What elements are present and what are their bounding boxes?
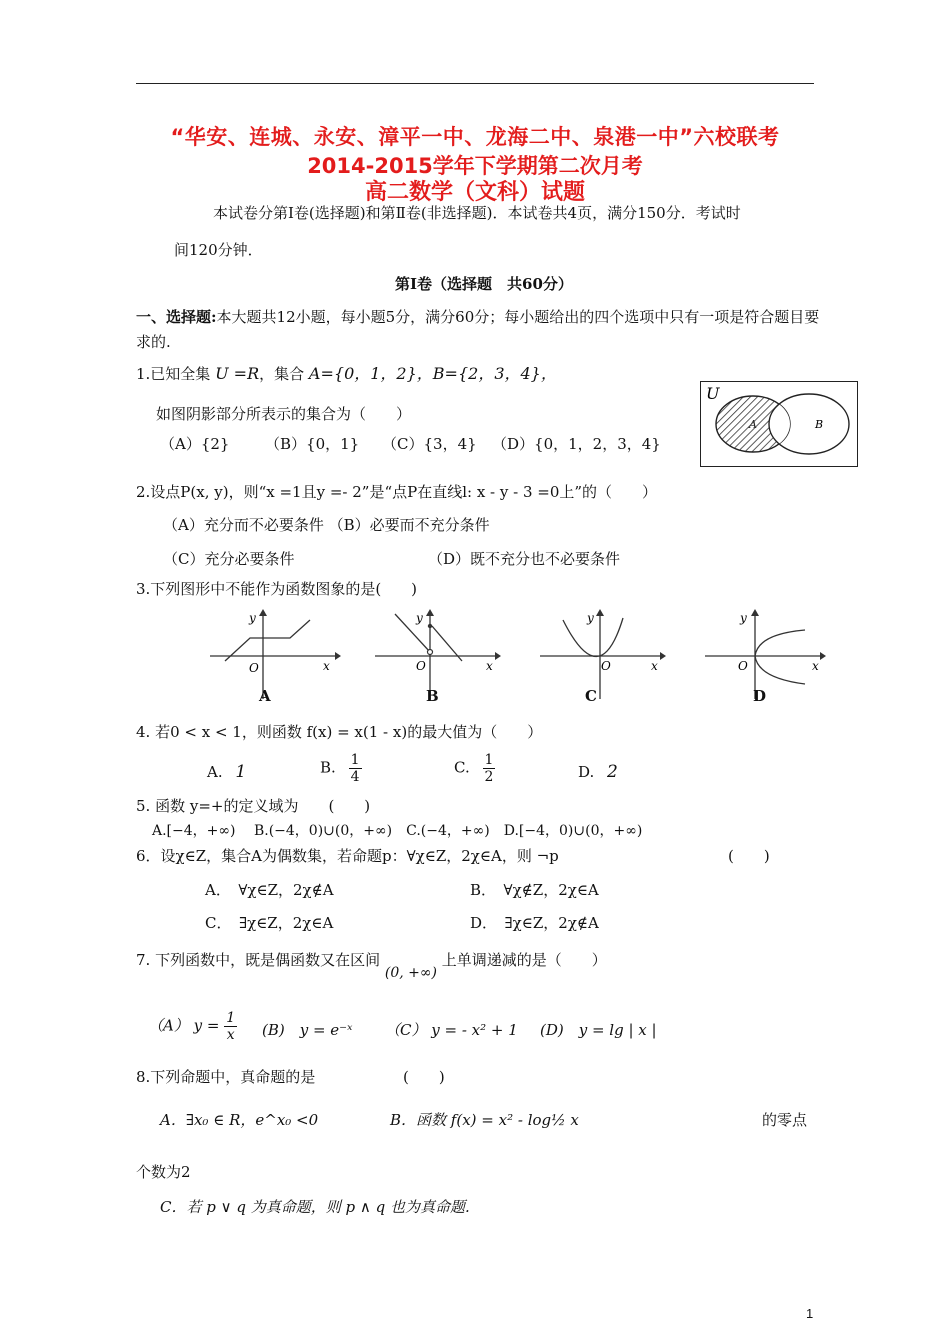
q1-opt-d: （D）{0，1，2，3，4} bbox=[492, 435, 661, 453]
q5-options: A.[−4，+∞) B.(−4，0)∪(0，+∞) C.(−4，+∞) D.[−4，0)∪(0，+∞) bbox=[152, 823, 643, 839]
graph-b bbox=[370, 604, 510, 704]
q1-opt-b: （B）{0，1} bbox=[265, 435, 360, 453]
q2-opt-d: （D）既不充分也不必要条件 bbox=[428, 550, 621, 568]
q1-stem-c: 如图阴影部分所表示的集合为（ ） bbox=[156, 405, 412, 423]
q6-opt-c: C． ∃χ∈Z，2χ∈A bbox=[205, 914, 334, 932]
section1-desc: 本大题共12小题，每小题5分，满分60分；每小题给出的四个选项中只有一项是符合题目要 bbox=[216, 308, 820, 326]
q4-opt-d bbox=[578, 762, 618, 782]
q8-opt-b: B．函数 f(x) = x² - log½ x bbox=[390, 1111, 579, 1129]
graph-c-svg bbox=[535, 604, 675, 704]
q3-stem: 3.下列图形中不能作为函数图象的是( ) bbox=[136, 580, 418, 598]
q7-opt-b: (B) y = e⁻ˣ bbox=[262, 1021, 353, 1039]
graph-a-label: A bbox=[259, 687, 271, 705]
q4-opt-d-val: 2 bbox=[607, 762, 618, 782]
intro-line-1: 本试卷分第Ⅰ卷(选择题)和第Ⅱ卷(非选择题)．本试卷共4页，满分150分．考试时 bbox=[213, 204, 741, 222]
q4-opt-b-label: B. bbox=[320, 758, 336, 777]
venn-diagram bbox=[700, 381, 858, 467]
graph-b-o: O bbox=[416, 659, 426, 673]
q6-opt-a: A． ∀χ∈Z，2χ∉A bbox=[205, 881, 334, 899]
graph-a-x: x bbox=[323, 659, 330, 673]
q4-opt-a bbox=[207, 762, 246, 782]
graph-c bbox=[535, 604, 675, 704]
q7-opt-d: (D) y = lg | x | bbox=[540, 1021, 657, 1039]
q1-stem bbox=[136, 364, 557, 384]
section1-label: 一、选择题: bbox=[136, 308, 217, 326]
title-line-3: 高二数学（文科）试题 bbox=[364, 180, 585, 205]
section1-heading bbox=[136, 307, 819, 327]
graph-b-y: y bbox=[416, 611, 423, 625]
graph-a bbox=[205, 604, 345, 704]
section-title: 第Ⅰ卷（选择题 共60分） bbox=[395, 275, 573, 293]
graph-a-o: O bbox=[249, 661, 259, 675]
graph-d-label: D bbox=[753, 687, 767, 705]
section1-desc-2: 求的. bbox=[136, 333, 171, 351]
q6-stem: 6．设χ∈Z，集合A为偶数集，若命题p：∀χ∈Z，2χ∈A，则 ¬p bbox=[136, 847, 559, 865]
top-rule bbox=[136, 83, 814, 84]
q8-opt-a: A．∃x₀ ∈ R，e^x₀ <0 bbox=[160, 1111, 319, 1129]
q8-opt-c: C．若 p ∨ q 为真命题，则 p ∧ q 也为真命题. bbox=[160, 1198, 470, 1216]
q4-opt-b-num: 1 bbox=[350, 752, 360, 768]
q7-opt-a-num: 1 bbox=[226, 1010, 236, 1026]
q4-opt-c-den: 2 bbox=[484, 769, 494, 785]
graph-b-svg bbox=[370, 604, 510, 704]
q1-A: A={0，1，2} bbox=[308, 364, 417, 383]
q4-opt-c-num: 1 bbox=[484, 752, 494, 768]
intro-line-2: 间120分钟． bbox=[174, 241, 263, 259]
q7-stem-b: 上单调递减的是（ ） bbox=[441, 951, 607, 969]
q4-opt-b-frac bbox=[349, 752, 362, 785]
q1-opt-a: （A）{2} bbox=[160, 435, 230, 453]
q4-stem: 4. 若0 < x < 1，则函数 f(x) = x(1 - x)的最大值为（ ） bbox=[136, 723, 543, 741]
q4-opt-d-label: D. bbox=[578, 763, 595, 781]
graph-c-y: y bbox=[587, 611, 594, 625]
q4-opt-c-label: C. bbox=[454, 758, 470, 777]
venn-label-B: B bbox=[815, 418, 824, 431]
q5-stem: 5. 函数 y=+的定义域为 ( ) bbox=[136, 797, 371, 815]
graph-c-label: C bbox=[585, 687, 597, 705]
graph-d-x: x bbox=[812, 659, 819, 673]
graph-b-x: x bbox=[486, 659, 493, 673]
q8-stem: 8.下列命题中，真命题的是 bbox=[136, 1068, 316, 1086]
graph-b-label: B bbox=[426, 687, 439, 705]
q4-opt-c bbox=[454, 752, 495, 785]
q8-opt-b-tail: 的零点 bbox=[762, 1111, 808, 1129]
q8-opt-b-cont: 个数为2 bbox=[136, 1163, 191, 1181]
q7-stem-a: 7. 下列函数中，既是偶函数又在区间 bbox=[136, 951, 381, 969]
title-line-2: 2014-2015学年下学期第二次月考 bbox=[307, 154, 643, 178]
q6-paren: ( ) bbox=[728, 847, 770, 865]
q2-stem: 2.设点P(x, y)，则“x =1且y =- 2”是“点P在直线l: x - y - 3 =0上”的（ ） bbox=[136, 483, 658, 501]
title-line-1: “华安、连城、永安、漳平一中、龙海二中、泉港一中”六校联考 bbox=[170, 125, 780, 149]
graph-d bbox=[700, 604, 840, 704]
graph-a-y: y bbox=[249, 611, 256, 625]
q2-opt-ab: （A）充分而不必要条件 （B）必要而不充分条件 bbox=[163, 516, 490, 534]
q7-interval: (0, +∞) bbox=[384, 965, 437, 981]
q1-B: ，B={2，3，4}， bbox=[416, 364, 557, 383]
q4-opt-a-val: 1 bbox=[235, 762, 247, 782]
q4-opt-b bbox=[320, 752, 362, 785]
q4-opt-c-frac bbox=[483, 752, 496, 785]
graph-d-svg bbox=[700, 604, 840, 704]
q1-U: U =R bbox=[215, 364, 260, 383]
q7-opt-a-den: x bbox=[226, 1027, 235, 1043]
graph-c-o: O bbox=[601, 659, 611, 673]
q1-stem-b: ，集合 bbox=[259, 365, 305, 383]
q8-paren: ( ) bbox=[403, 1068, 445, 1086]
q7-opt-a-frac bbox=[224, 1010, 237, 1043]
graph-c-x: x bbox=[651, 659, 658, 673]
venn-svg bbox=[701, 382, 857, 466]
q7-opt-a-label: （A） y = bbox=[148, 1016, 220, 1035]
q4-opt-b-den: 4 bbox=[350, 769, 360, 785]
graph-d-y: y bbox=[740, 611, 747, 625]
q4-opt-a-label: A. bbox=[207, 763, 223, 781]
venn-label-A: A bbox=[749, 418, 757, 431]
graph-d-o: O bbox=[738, 659, 748, 673]
q7-stem bbox=[136, 950, 607, 981]
page-number: 1 bbox=[806, 1306, 814, 1321]
venn-label-U: U bbox=[706, 384, 720, 403]
q1-stem-a: 1.已知全集 bbox=[136, 365, 211, 383]
q7-opt-c: （C） y = - x² + 1 bbox=[385, 1021, 518, 1039]
q6-opt-b: B． ∀χ∉Z，2χ∈A bbox=[470, 881, 599, 899]
q2-opt-c: （C）充分必要条件 bbox=[163, 550, 295, 568]
q7-opt-a bbox=[148, 1010, 237, 1043]
q6-opt-d: D． ∃χ∈Z，2χ∉A bbox=[470, 914, 599, 932]
graph-a-svg bbox=[205, 604, 345, 704]
q1-opt-c: （C）{3，4} bbox=[382, 435, 477, 453]
